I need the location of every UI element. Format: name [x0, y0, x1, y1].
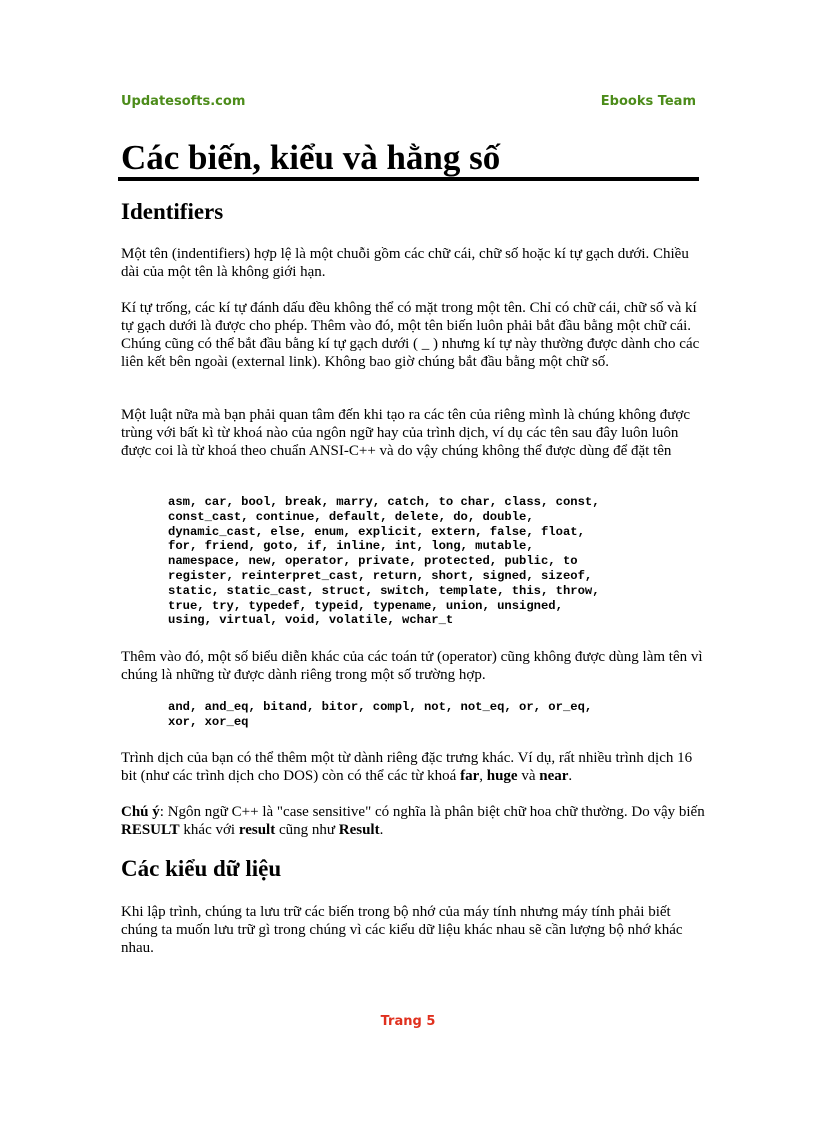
reserved-keywords-list: asm, car, bool, break, marry, catch, to char, class, const, const_cast, continue, default, delete, do, double, dynamic_cast, else, enum, explicit, extern, false, float, for, friend, goto, if, inline, int, long, mutable, namespace, new, operator, private, protected, public, to register, reinterpret_cast, return, short, signed, sizeof, static, static_cast, struct, switch, template, this, throw, true, try, typedef, typeid, typename, union, unsigned, using, virtual, void, volatile, wchar_t: [168, 495, 600, 628]
data-types-paragraph-1: Khi lập trình, chúng ta lưu trữ các biến trong bộ nhớ của máy tính nhưng máy tính phải biết chúng ta muốn lưu trữ gì trong chúng vì các kiểu dữ liệu khác nhau sẽ cần lượng bộ nhớ khác nhau.: [121, 904, 683, 956]
note-RESULT: RESULT: [121, 822, 180, 838]
identifiers-paragraph-3: Một luật nữa mà bạn phải quan tâm đến khi tạo ra các tên của riêng mình là chúng không được trùng với bất kì từ khoá nào của ngôn ngữ hay của trình dịch, ví dụ các tên sau đây luôn luôn được coi là từ khoá theo chuẩn ANSI-C++ và do vậy chúng không thể được dùng để đặt tên: [121, 407, 691, 459]
paragraph-5-separator: ,: [479, 768, 487, 784]
keyword-huge: huge: [486, 768, 518, 784]
keyword-far: far: [460, 768, 480, 784]
identifiers-paragraph-2: Kí tự trống, các kí tự đánh dấu đều không thể có mặt trong một tên. Chỉ có chữ cái, chữ số và kí tự gạch dưới là được cho phép. Thêm vào đó, một tên biến luôn phải bắt đầu bằng một chữ cái. Chúng cũng có thể bắt đầu bằng kí tự gạch dưới ( _ ) nhưng kí tự này thường được dành cho các liên kết bên ngoài (external link). Không bao giờ chúng bắt đầu bằng một chữ số.: [121, 300, 700, 370]
section-heading-identifiers: Identifiers: [121, 199, 224, 224]
page-title: Các biến, kiểu và hằng số: [121, 138, 501, 177]
case-sensitivity-note: [121, 803, 706, 839]
section-heading-data-types: Các kiểu dữ liệu: [121, 856, 282, 881]
note-text-3: cũng như: [275, 822, 339, 838]
paragraph-5-end: .: [568, 768, 573, 784]
header-site-name: Updatesofts.com: [121, 94, 246, 109]
note-result: result: [238, 822, 276, 838]
paragraph-5-text: Trình dịch của bạn có thể thêm một từ dành riêng đặc trưng khác. Ví dụ, rất nhiều trình dịch 16 bit (như các trình dịch cho DOS) còn có thể các từ khoá: [121, 750, 693, 784]
page-number: Trang 5: [380, 1014, 436, 1029]
note-text-2: khác với: [179, 822, 239, 838]
note-text-1: : Ngôn ngữ C++ là "case sensitive" có nghĩa là phân biệt chữ hoa chữ thường. Do vậy biến: [159, 804, 705, 820]
identifiers-paragraph-5: [121, 749, 706, 785]
identifiers-paragraph-1: Một tên (indentifiers) hợp lệ là một chuỗi gồm các chữ cái, chữ số hoặc kí tự gạch dưới. Chiều dài của một tên là không giới hạn.: [121, 246, 689, 280]
paragraph-5-and: và: [517, 768, 540, 784]
operator-keywords-list: and, and_eq, bitand, bitor, compl, not, not_eq, or, or_eq, xor, xor_eq: [168, 700, 593, 729]
header-team-name: Ebooks Team: [600, 94, 696, 109]
note-label: Chú ý: [121, 804, 160, 820]
note-end: .: [379, 822, 384, 838]
note-Result: Result: [338, 822, 380, 838]
keyword-near: near: [539, 768, 569, 784]
title-underline: [118, 177, 699, 181]
identifiers-paragraph-4: Thêm vào đó, một số biểu diễn khác của các toán tử (operator) cũng không được dùng làm tên vì chúng là những từ được dành riêng trong một số trường hợp.: [121, 649, 703, 683]
